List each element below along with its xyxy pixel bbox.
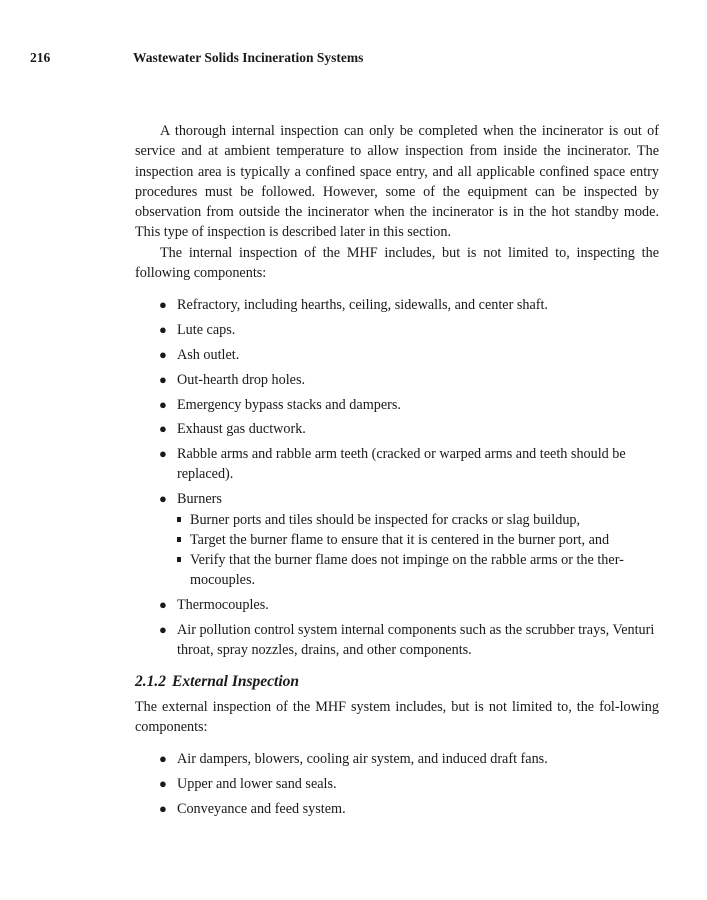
sub-list-item-text: Target the burner flame to ensure that it is centered in the burner port, and (190, 531, 610, 548)
list-item-text: Air pollution control system internal components such as the scrubber trays, Venturi throat, spray nozzles, drains, and other components. (177, 622, 655, 659)
intro-paragraph: The internal inspection of the MHF includes, but is not limited to, inspecting the following components: (135, 244, 659, 282)
section-paragraph: The external inspection of the MHF system includes, but is not limited to, the fol-lowing components: (135, 698, 659, 735)
page-content (135, 121, 659, 824)
list-item (135, 489, 659, 590)
bullet-icon: ● (159, 297, 167, 313)
sub-list-item (177, 550, 659, 591)
bullet-icon: ● (159, 751, 167, 767)
list-item (135, 370, 659, 390)
square-bullet-icon (177, 557, 181, 562)
list-item (135, 419, 659, 439)
bullet-icon: ● (159, 597, 167, 613)
bullet-icon: ● (159, 776, 167, 792)
bullet-icon: ● (159, 622, 167, 638)
list-item-text: Emergency bypass stacks and dampers. (177, 396, 401, 413)
running-title: Wastewater Solids Incineration Systems (133, 50, 364, 65)
list-item-text: Thermocouples. (177, 597, 269, 614)
page-header (30, 50, 667, 70)
bullet-icon: ● (159, 322, 167, 338)
list-item-text: Upper and lower sand seals. (177, 776, 337, 793)
page-number: 216 (30, 50, 51, 65)
list-item-text: Rabble arms and rabble arm teeth (cracked or warped arms and teeth should be replaced). (177, 446, 626, 483)
list-item-text: Refractory, including hearths, ceiling, sidewalls, and center shaft. (177, 297, 548, 314)
list-item (135, 799, 659, 819)
list-item-text: Out-hearth drop holes. (177, 371, 306, 388)
bullet-icon: ● (159, 396, 167, 412)
list-item (135, 295, 659, 315)
burner-sublist (177, 510, 659, 591)
sub-list-item-text: Burner ports and tiles should be inspected for cracks or slag buildup, (190, 511, 581, 528)
section-number: 2.1.2 (135, 672, 166, 690)
square-bullet-icon (177, 517, 181, 522)
bullet-icon: ● (159, 491, 167, 507)
section-heading (135, 671, 659, 693)
list-item (135, 749, 659, 769)
list-item-text: Ash outlet. (177, 346, 240, 363)
bullet-icon: ● (159, 800, 167, 816)
list-item-text: Lute caps. (177, 322, 236, 339)
list-item-text: Air dampers, blowers, cooling air system, and induced draft fans. (177, 751, 548, 768)
list-item (135, 345, 659, 365)
list-item-text: Exhaust gas ductwork. (177, 421, 306, 438)
bullet-icon: ● (159, 421, 167, 437)
sub-list-item (177, 510, 659, 530)
bullet-icon: ● (159, 371, 167, 387)
list-item (135, 320, 659, 340)
bullet-icon: ● (159, 346, 167, 362)
sub-list-item (177, 530, 659, 550)
external-inspection-list (135, 749, 659, 819)
sub-list-item-text: Verify that the burner flame does not impinge on the rabble arms or the ther-mocouples. (190, 552, 624, 589)
list-item (135, 774, 659, 794)
internal-inspection-list (135, 295, 659, 660)
section-title: External Inspection (172, 672, 300, 690)
intro-paragraph: A thorough internal inspection can only be completed when the incinerator is out of service and at ambient temperature to allow inspection from inside the incinerator. The inspection area is typically a confined space entry, and all applicable confined space entry procedures must be followed. However, some of the equipment can be inspected by observation from outside the incinerator when the incinerator is in the hot standby mode. This type of inspection is described later in this section. (135, 123, 659, 241)
bullet-icon: ● (159, 446, 167, 462)
list-item (135, 395, 659, 415)
list-item-text: Burners (177, 491, 222, 508)
list-item (135, 444, 659, 485)
list-item-text: Conveyance and feed system. (177, 800, 346, 817)
list-item (135, 595, 659, 615)
list-item (135, 620, 659, 661)
square-bullet-icon (177, 537, 181, 542)
